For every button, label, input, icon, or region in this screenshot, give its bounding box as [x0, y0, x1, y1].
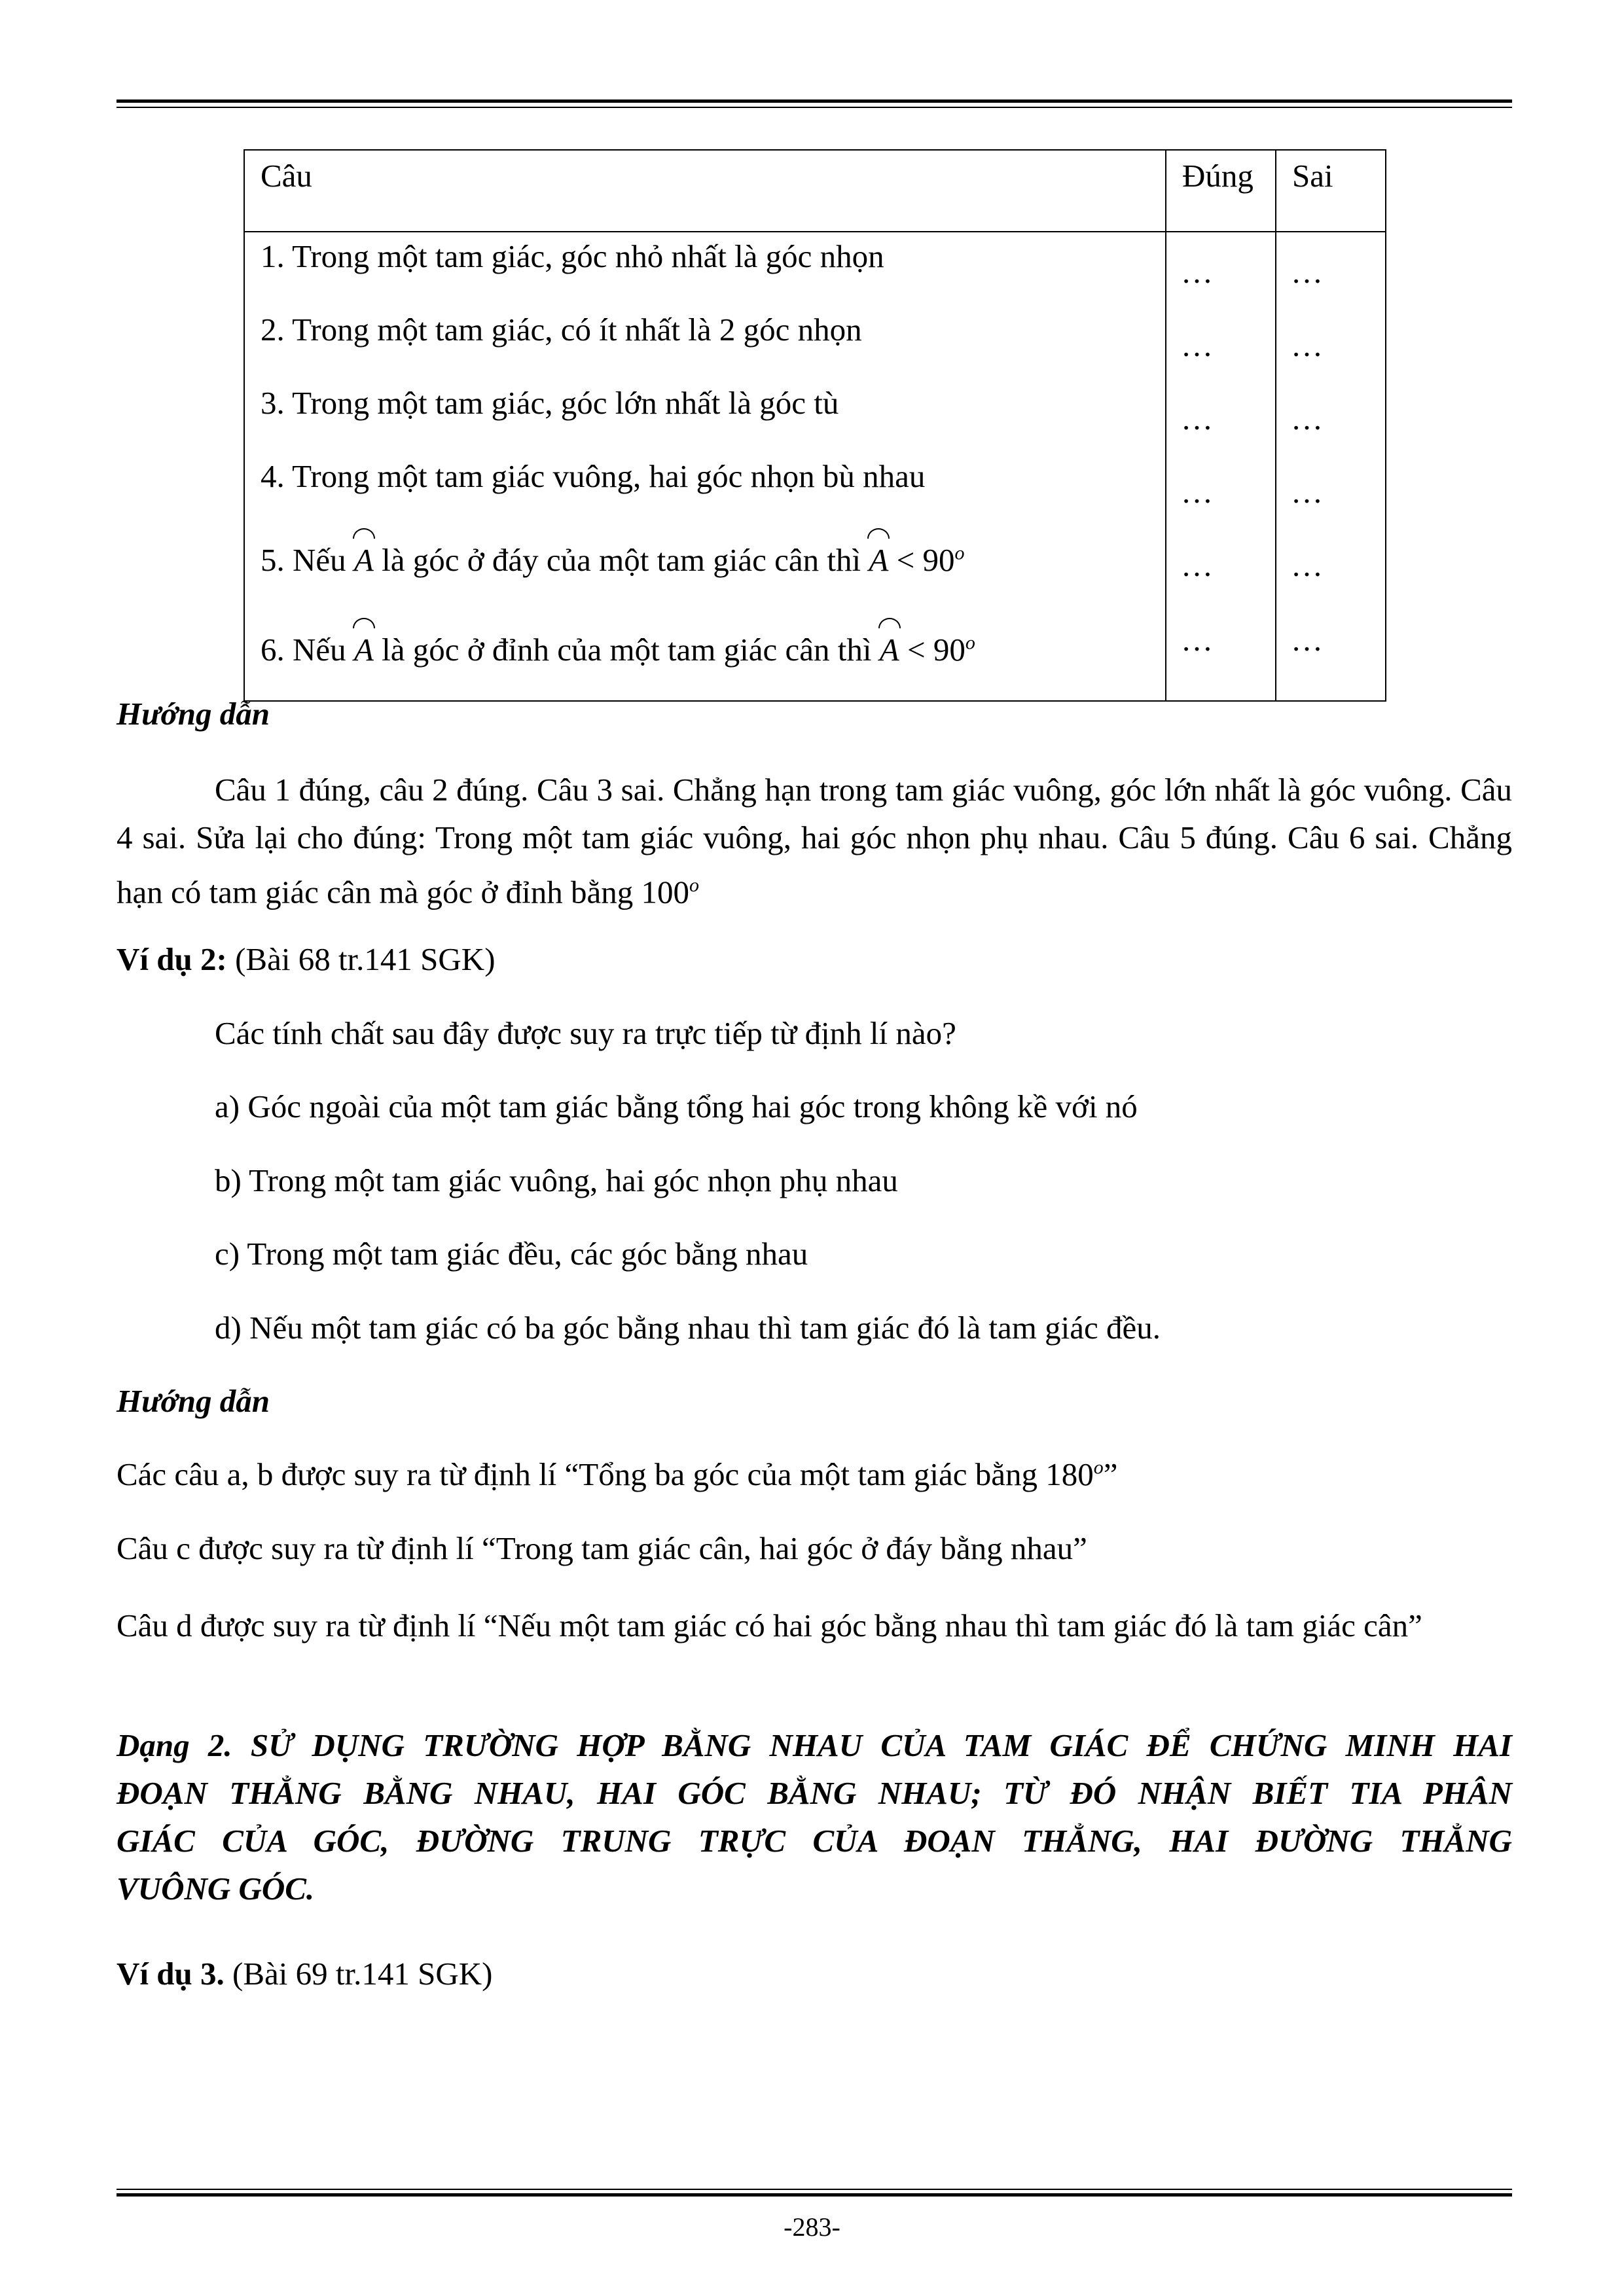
- example-2-item-a: a) Góc ngoài của một tam giác bằng tổng hai góc trong không kề với nó: [215, 1088, 1138, 1124]
- true-blank-3: …: [1181, 401, 1213, 437]
- true-blank-2: …: [1181, 327, 1213, 363]
- guide-2-heading: Hướng dẫn: [117, 1383, 270, 1419]
- question-5: [261, 537, 964, 580]
- question-6: [261, 627, 975, 670]
- example-3-label: Ví dụ 3.: [117, 1956, 225, 1992]
- example-3-source: (Bài 69 tr.141 SGK): [232, 1956, 493, 1992]
- q5-prefix: 5. Nếu: [261, 542, 346, 578]
- false-column-cell: [1276, 232, 1386, 701]
- example-2-label: Ví dụ 2:: [117, 941, 227, 977]
- guide-1-text: [117, 766, 1512, 916]
- guide-2-degree: o: [1093, 1456, 1104, 1479]
- header-false: Sai: [1276, 150, 1386, 232]
- question-2: 2. Trong một tam giác, có ít nhất là 2 góc nhọn: [261, 312, 862, 348]
- true-blank-5: …: [1181, 547, 1213, 583]
- dang-2-line-1: Dạng 2. SỬ DỤNG TRƯỜNG HỢP BẰNG NHAU CỦA TAM GIÁC ĐỂ CHỨNG MINH HAI: [117, 1727, 1512, 1763]
- example-2-title: [117, 939, 496, 979]
- true-blank-6: …: [1181, 622, 1213, 658]
- q5-angle-var-2: A: [869, 537, 888, 580]
- false-blank-4: …: [1291, 474, 1323, 510]
- guide-2-line-1: [117, 1454, 1118, 1494]
- q5-angle-var: A: [354, 537, 374, 580]
- table-header-row: [244, 150, 1386, 232]
- header-question: Câu: [244, 150, 1166, 232]
- q6-prefix: 6. Nếu: [261, 632, 346, 668]
- q5-mid: là góc ở đáy của một tam giác cân thì: [382, 542, 861, 578]
- example-2-source: (Bài 68 tr.141 SGK): [235, 941, 496, 977]
- question-3: 3. Trong một tam giác, góc lớn nhất là góc tù: [261, 385, 839, 421]
- example-2-item-c: c) Trong một tam giác đều, các góc bằng nhau: [215, 1236, 808, 1272]
- q6-degree: o: [965, 632, 975, 654]
- false-blank-2: …: [1291, 327, 1323, 363]
- true-false-table: [244, 149, 1386, 702]
- example-2-item-b: b) Trong một tam giác vuông, hai góc nhọn phụ nhau: [215, 1162, 898, 1198]
- q6-angle-var: A: [354, 627, 374, 670]
- guide-2-line-1-end: ”: [1103, 1456, 1118, 1492]
- true-column-cell: [1166, 232, 1276, 701]
- footer-rule-thick: [117, 2193, 1512, 2197]
- example-2-item-d: d) Nếu một tam giác có ba góc bằng nhau thì tam giác đó là tam giác đều.: [215, 1310, 1161, 1346]
- page-number: -283-: [784, 2212, 840, 2242]
- false-blank-1: …: [1291, 254, 1323, 290]
- header-true: Đúng: [1166, 150, 1276, 232]
- dang-2-heading: [117, 1721, 1512, 1912]
- dang-2-line-2: ĐOẠN THẲNG BẰNG NHAU, HAI GÓC BẰNG NHAU; TỪ ĐÓ NHẬN BIẾT TIA PHÂN: [117, 1775, 1512, 1811]
- guide-1-degree: o: [689, 874, 699, 896]
- guide-2-line-1-text: Các câu a, b được suy ra từ định lí “Tổng ba góc của một tam giác bằng 180: [117, 1456, 1094, 1492]
- question-1: 1. Trong một tam giác, góc nhỏ nhất là góc nhọn: [261, 238, 884, 274]
- dang-2-line-4: VUÔNG GÓC.: [117, 1871, 315, 1907]
- guide-1-body: Câu 1 đúng, câu 2 đúng. Câu 3 sai. Chẳng hạn trong tam giác vuông, góc lớn nhất là góc vuông. Câu 4 sai. Sửa lại cho đúng: Trong một tam giác vuông, hai góc nhọn phụ nhau. Câu 5 đúng. Câu 6 sai. Chẳng hạn có tam giác cân mà góc ở đỉnh bằng 100: [117, 772, 1512, 910]
- q6-compare: < 90: [907, 632, 965, 668]
- header-rule-thick: [117, 99, 1512, 103]
- example-3-title: [117, 1954, 492, 1994]
- false-blank-3: …: [1291, 401, 1323, 437]
- example-2-question: Các tính chất sau đây được suy ra trực tiếp từ định lí nào?: [215, 1015, 956, 1051]
- false-blank-5: …: [1291, 547, 1323, 583]
- true-blank-4: …: [1181, 474, 1213, 510]
- questions-cell: [244, 232, 1166, 701]
- q5-degree: o: [954, 542, 965, 564]
- footer-rule-thin: [117, 2189, 1512, 2190]
- guide-1-heading: Hướng dẫn: [117, 696, 270, 732]
- dang-2-line-3: GIÁC CỦA GÓC, ĐƯỜNG TRUNG TRỰC CỦA ĐOẠN THẲNG, HAI ĐƯỜNG THẲNG: [117, 1823, 1512, 1859]
- q5-compare: < 90: [896, 542, 955, 578]
- true-blank-1: …: [1181, 254, 1213, 290]
- header-rule-thin: [117, 107, 1512, 108]
- q6-mid: là góc ở đỉnh của một tam giác cân thì: [382, 632, 872, 668]
- question-4: 4. Trong một tam giác vuông, hai góc nhọn bù nhau: [261, 458, 926, 494]
- table-body-row: [244, 232, 1386, 701]
- guide-2-line-2: Câu c được suy ra từ định lí “Trong tam giác cân, hai góc ở đáy bằng nhau”: [117, 1530, 1087, 1566]
- false-blank-6: …: [1291, 622, 1323, 658]
- guide-2-line-3: Câu d được suy ra từ định lí “Nếu một tam giác có hai góc bằng nhau thì tam giác đó là tam giác cân”: [117, 1607, 1422, 1643]
- q6-angle-var-2: A: [880, 627, 899, 670]
